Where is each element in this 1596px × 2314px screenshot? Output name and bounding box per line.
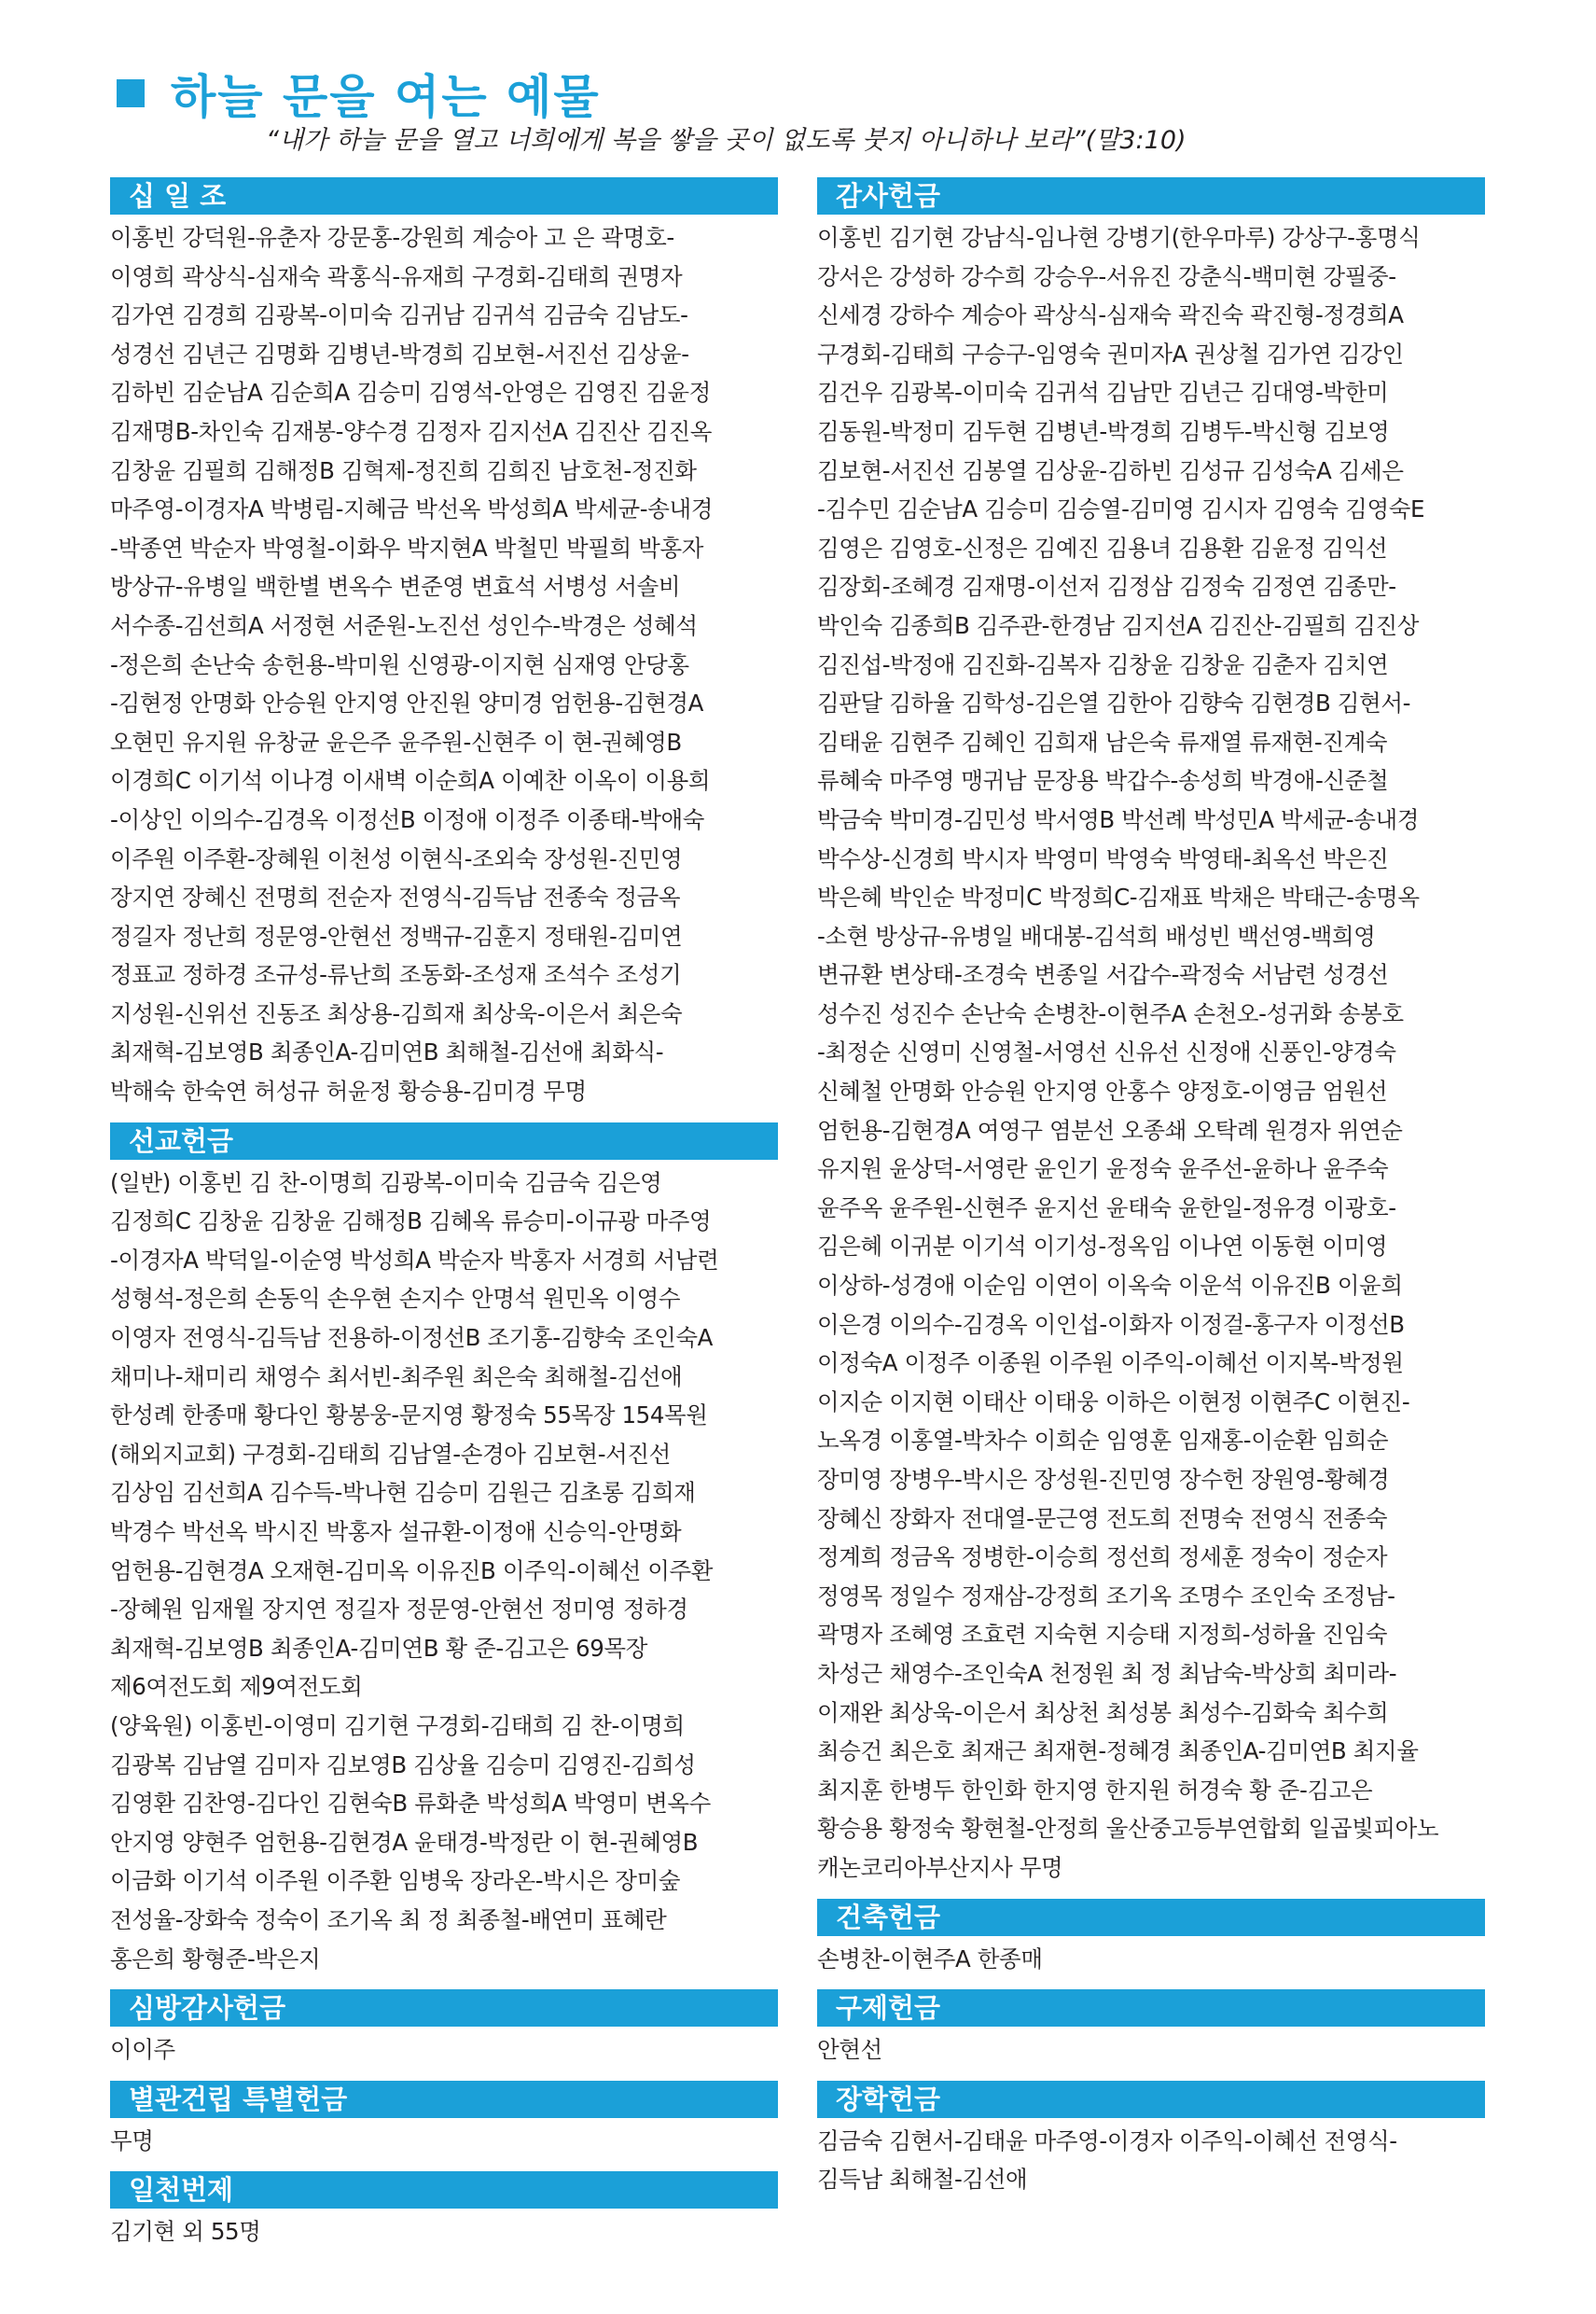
section-heading: 장학헌금 — [817, 2081, 1485, 2118]
section-body: 안현선 — [817, 2036, 882, 2064]
section-body: 이홍빈 김기현 강남식-임나현 강병기(한우마루) 강상구-홍명식 강서은 강성하 강수희 강승우-서유진 강춘식-백미현 강필중- 신세경 강하수 계승아 곽상식-심재숙 곽진숙 곽진형-정경희A 구경회-김태희 구승구-임영숙 권미자A 권상철 김가연 김강인 김건우 김광복-이미숙 김귀석 김남만 김년근 김대영-박한미 김동원-박정미 김두현 김병년-박경희 김병두-박신형 김보영 김보현-서진선 김봉열 김상윤-김하빈 김성규 김성숙A 김세은 -김수민 김순남A 김승미 김승열-김미영 김시자 김영숙 김영숙E 김영은 김영호-신정은 김예진 김용녀 김용환 김윤정 김익선 김장회-조혜경 김재명-이선저 김정삼 김정숙 김정연 김종만- 박인숙 김종희B 김주관-한경남 김지선A 김진산-김필희 김진상 김진섭-박정애 김진화-김복자 김창윤 김창윤 김춘자 김치연 김판달 김하율 김학성-김은열 김한아 김향숙 김현경B 김현서- 김태윤 김현주 김혜인 김희재 남은숙 류재열 류재현-진계숙 류혜숙 마주영 맹귀남 문장용 박갑수-송성희 박경애-신준철 박금숙 박미경-김민성 박서영B 박선례 박성민A 박세균-송내경 박수상-신경희 박시자 박영미 박영숙 박영태-최옥선 박은진 박은혜 박인순 박정미C 박정희C-김재표 박채은 박태근-송명옥 -소현 방상규-유병일 배대봉-김석희 배성빈 백선영-백희영 변규환 변상태-조경숙 변종일 서갑수-곽정숙 서남련 성경선 성수진 성진수 손난숙 손병찬-이현주A 손천오-성귀화 송봉호 -최정순 신영미 신영철-서영선 신유선 신정애 신풍인-양경숙 신혜철 안명화 안승원 안지영 안홍수 양정호-이영금 엄원선 엄헌용-김현경A 여영구 염분선 오종쇄 오탁례 원경자 위연순 유지원 윤상덕-서영란 윤인기 윤정숙 윤주선-윤하나 윤주숙 윤주옥 윤주원-신현주 윤지선 윤태숙 윤한일-정유경 이광호- 김은혜 이귀분 이기석 이기성-정옥임 이나연 이동현 이미영 이상하-성경애 이순임 이연이 이옥숙 이운석 이유진B 이윤희 이은경 이의수-김경옥 이인섭-이화자 이정걸-홍구자 이정선B 이정숙A 이정주 이종원 이주원 이주익-이혜선 이지복-박정원 이지순 이지현 이태산 이태웅 이하은 이현정 이현주C 이현진- 노옥경 이홍열-박차수 이희순 임영훈 임재홍-이순환 임희순 장미영 장병우-박시은 장성원-진민영 장수헌 장원영-황혜경 장혜신 장화자 전대열-문근영 전도희 전명숙 전영식 전종숙 정계희 정금옥 정병한-이승희 정선희 정세훈 정숙이 정순자 정영목 정일수 정재삼-강정희 조기옥 조명수 조인숙 조정남- 곽명자 조혜영 조효련 지숙현 지승태 지정희-성하율 진임숙 차성근 채영수-조인숙A 천정원 최 정 최남숙-박상희 최미라- 이재완 최상욱-이은서 최상천 최성봉 최성수-김화숙 최수희 최승건 최은호 최재근 최재현-정혜경 최종인A-김미연B 최지율 최지훈 한병두 한인화 한지영 한지원 허경숙 황 준-김고은 황승용 황정숙 황현철-안정희 울산중고등부연합회 일곱빛피아노 캐논코리아부산지사 무명 — [817, 224, 1439, 1881]
section-body: 이이주 — [110, 2036, 175, 2064]
section-body: 김금숙 김현서-김태윤 마주영-이경자 이주익-이혜선 전영식- 김득남 최해철-김선애 — [817, 2126, 1397, 2194]
section-mission — [110, 1122, 778, 1978]
section-thousand-offering — [110, 2171, 778, 2251]
section-tithe — [110, 177, 778, 1111]
section-heading: 건축헌금 — [817, 1899, 1485, 1936]
section-heading: 선교헌금 — [110, 1122, 778, 1160]
section-scholarship — [817, 2081, 1485, 2199]
section-heading: 심방감사헌금 — [110, 1989, 778, 2027]
section-visit-thanks — [110, 1989, 778, 2070]
page-subtitle: “내가 하늘 문을 열고 너희에게 복을 쌓을 곳이 없도록 붓지 아니하나 보라”(말3:10) — [266, 126, 1187, 155]
page-title: 하늘 문을 여는 예물 — [171, 70, 601, 124]
section-heading: 일천번제 — [110, 2171, 778, 2209]
section-body: 이홍빈 강덕원-유춘자 강문홍-강원희 계승아 고 은 곽명호- 이영희 곽상식-심재숙 곽홍식-유재희 구경회-김태희 권명자 김가연 김경희 김광복-이미숙 김귀남 김귀석 김금숙 김남도- 성경선 김년근 김명화 김병년-박경희 김보현-서진선 김상윤- 김하빈 김순남A 김순희A 김승미 김영석-안영은 김영진 김윤정 김재명B-차인숙 김재봉-양수경 김정자 김지선A 김진산 김진옥 김창윤 김필희 김해정B 김혁제-정진희 김희진 남호천-정진화 마주영-이경자A 박병림-지혜금 박선옥 박성희A 박세균-송내경 -박종연 박순자 박영철-이화우 박지현A 박철민 박필희 박홍자 방상규-유병일 백한별 변옥수 변준영 변효석 서병성 서솔비 서수종-김선희A 서정현 서준원-노진선 성인수-박경은 성혜석 -정은희 손난숙 송헌용-박미원 신영광-이지현 심재영 안당홍 -김현정 안명화 안승원 안지영 안진원 양미경 엄헌용-김현경A 오현민 유지원 유창균 윤은주 윤주원-신현주 이 현-권혜영B 이경희C 이기석 이나경 이새벽 이순희A 이예찬 이옥이 이용희 -이상인 이의수-김경옥 이정선B 이정애 이정주 이종태-박애숙 이주원 이주환-장혜원 이천성 이현식-조외숙 장성원-진민영 장지연 장혜신 전명희 전순자 전영식-김득남 전종숙 정금옥 정길자 정난희 정문영-안현선 정백규-김훈지 정태원-김미연 정표교 정하경 조규성-류난희 조동화-조성재 조석수 조성기 지성원-신위선 진동조 최상용-김희재 최상욱-이은서 최은숙 최재혁-김보영B 최종인A-김미연B 최해철-김선애 최화식- 박해숙 한숙연 허성규 허윤정 황승용-김미경 무명 — [110, 224, 713, 1106]
section-body: 손병찬-이현주A 한종매 — [817, 1945, 1043, 1972]
section-building — [817, 1899, 1485, 1979]
section-body: 김기현 외 55명 — [110, 2218, 261, 2246]
section-relief — [817, 1989, 1485, 2070]
section-heading: 감사헌금 — [817, 177, 1485, 215]
section-heading: 십 일 조 — [110, 177, 778, 215]
section-body: (일반) 이홍빈 김 찬-이명희 김광복-이미숙 김금숙 김은영 김정희C 김창윤 김창윤 김해정B 김혜옥 류승미-이규광 마주영 -이경자A 박덕일-이순영 박성희A 박순자 박홍자 서경희 서남련 성형석-정은희 손동익 손우현 손지수 안명석 원민옥 이영수 이영자 전영식-김득남 전용하-이정선B 조기홍-김향숙 조인숙A 채미나-채미리 채영수 최서빈-최주원 최은숙 최해철-김선애 한성례 한종매 황다인 황봉웅-문지영 황정숙 55목장 154목원 (해외지교회) 구경회-김태희 김남열-손경아 김보현-서진선 김상임 김선희A 김수득-박나현 김승미 김원근 김초롱 김희재 박경수 박선옥 박시진 박홍자 설규환-이정애 신승익-안명화 엄헌용-김현경A 오재현-김미옥 이유진B 이주익-이혜선 이주환 -장혜원 임재월 장지연 정길자 정문영-안현선 정미영 정하경 최재혁-김보영B 최종인A-김미연B 황 준-김고은 69목장 제6여전도회 제9여전도회 (양육원) 이홍빈-이영미 김기현 구경회-김태희 김 찬-이명희 김광복 김남열 김미자 김보영B 김상율 김승미 김영진-김희성 김영환 김찬영-김다인 김현숙B 류화춘 박성희A 박영미 변옥수 안지영 양현주 엄헌용-김현경A 윤태경-박정란 이 현-권혜영B 이금화 이기석 이주원 이주환 임병욱 장라온-박시은 장미숲 전성율-장화숙 정숙이 조기옥 최 정 최종철-배연미 표혜란 홍은희 황형준-박은지 — [110, 1168, 719, 1972]
left-column — [110, 177, 778, 2263]
section-body: 무명 — [110, 2126, 154, 2154]
title-square-icon — [117, 79, 145, 107]
section-heading: 별관건립 특별헌금 — [110, 2081, 778, 2118]
section-thanks — [817, 177, 1485, 1888]
section-heading: 구제헌금 — [817, 1989, 1485, 2027]
right-column — [817, 177, 1485, 2210]
section-annex-building — [110, 2081, 778, 2161]
